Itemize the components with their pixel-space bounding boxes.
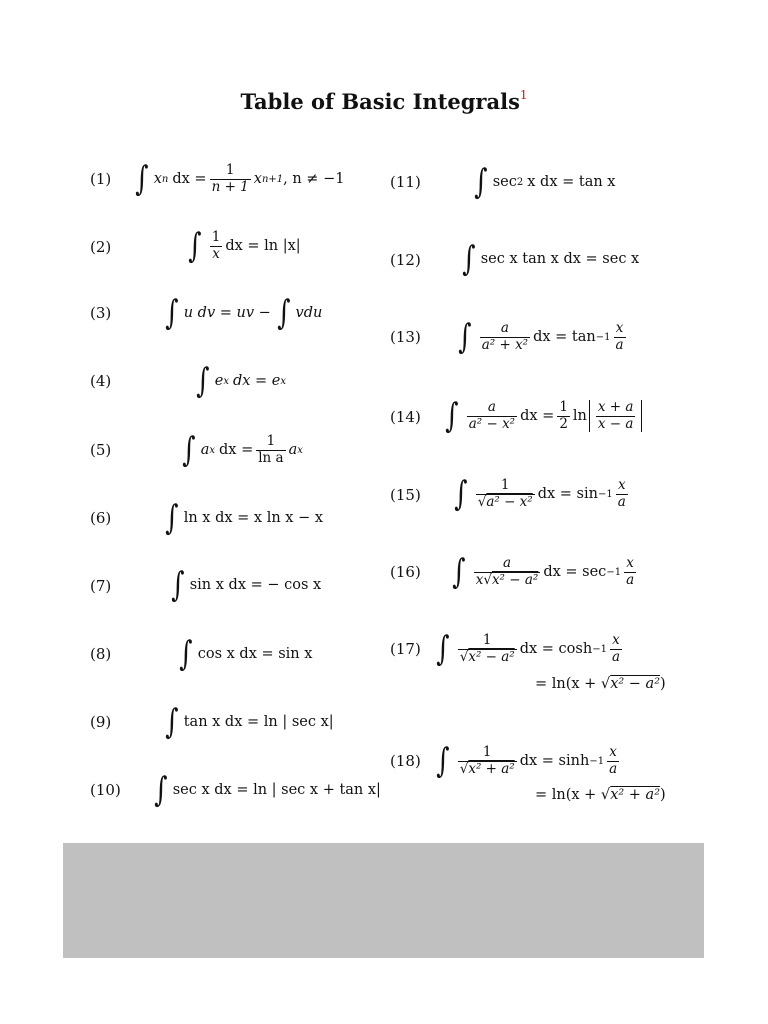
eq-number-15: (15) [390, 486, 421, 504]
formula-4: ∫ e x dx = e x [196, 361, 287, 401]
formula-10: ∫ sec x dx = ln | sec x + tan x| [154, 770, 381, 810]
eq-number-12: (12) [390, 251, 421, 269]
integral-sign: ∫ [135, 159, 149, 199]
fraction: $\frac{x}{a}$ [615, 319, 624, 353]
eq-number-7: (7) [90, 577, 112, 595]
formula-7: ∫ sin x dx = − cos x [171, 565, 322, 605]
fraction: $\frac{1}{x}$ [211, 228, 221, 262]
eq-number-14: (14) [390, 408, 421, 426]
fraction: $\frac{1}{n + 1}$ [211, 161, 249, 195]
fraction: $\frac{1}{2}$ [559, 398, 568, 432]
eq-number-9: (9) [90, 713, 112, 731]
eq-number-5: (5) [90, 441, 112, 459]
fraction: $\frac{1}{\text{√x² − a²}}$ [459, 631, 515, 665]
formula-14: ∫ $\frac{a}{\text{a² − x²}}$ dx = $\frac{1}{2}$ ln $\frac{x + a}{x - a}$ [443, 399, 644, 433]
formula-18-continuation: = ln(x + √x² + a²) [535, 787, 666, 803]
formula-17-continuation: = ln(x + √x² − a²) [535, 676, 666, 692]
eq-number-2: (2) [90, 238, 112, 256]
fraction: $\frac{x}{a}$ [609, 743, 618, 777]
gray-placeholder-box [63, 843, 704, 958]
absolute-value [589, 400, 643, 432]
eq-number-6: (6) [90, 509, 112, 527]
fraction: $\frac{x}{a}$ [611, 631, 620, 665]
formula-6: ∫ ln x dx = x ln x − x [165, 498, 324, 538]
fraction: $\frac{1}{\text{√x² + a²}}$ [459, 743, 515, 777]
formula-11: ∫ sec 2 x dx = tan x [474, 162, 616, 202]
page-title: Table of Basic Integrals$^1$ [240, 88, 528, 114]
formula-5: ∫ a x dx = $\frac{1}{\text{ln a}}$ a x [182, 430, 303, 470]
footnote-marker: 1 [519, 88, 528, 102]
formula-1: ∫ x n dx = $\frac{1}{n + 1}$ x n+1 , n ≠ −1 [135, 159, 345, 199]
eq-number-18: (18) [390, 752, 421, 770]
formula-2: ∫ $\frac{1}{x}$ dx = ln |x| [188, 226, 301, 266]
eq-number-11: (11) [390, 173, 421, 191]
formula-12: ∫ sec x tan x dx = sec x [462, 239, 640, 279]
fraction: $\frac{1}{\text{ln a}}$ [258, 432, 284, 466]
fraction: $\frac{a}{\text{a² + x²}}$ [481, 319, 529, 353]
fraction: $\frac{a}{\text{a² − x²}}$ [468, 398, 516, 432]
formula-16: ∫ $\frac{a}{\text{x√x² − a²}}$ dx = sec −1 $\frac{x}{a}$ [452, 552, 635, 592]
fraction: $\frac{x}{a}$ [626, 554, 635, 588]
eq-number-10: (10) [90, 781, 121, 799]
formula-17: ∫ $\frac{1}{\text{√x² − a²}}$ dx = cosh −1 $\frac{x}{a}$ [436, 629, 620, 669]
eq-number-17: (17) [390, 640, 421, 658]
fraction: $\frac{a}{\text{x√x² − a²}}$ [475, 554, 539, 588]
eq-number-16: (16) [390, 563, 421, 581]
fraction: $\frac{1}{\text{√a² − x²}}$ [477, 476, 533, 510]
formula-8: ∫ cos x dx = sin x [179, 634, 313, 674]
eq-number-3: (3) [90, 304, 112, 322]
formula-15: ∫ $\frac{1}{\text{√a² − x²}}$ dx = sin −1 $\frac{x}{a}$ [454, 474, 626, 514]
formula-18: ∫ $\frac{1}{\text{√x² + a²}}$ dx = sinh −1 $\frac{x}{a}$ [436, 741, 618, 781]
formula-13: ∫ $\frac{a}{\text{a² + x²}}$ dx = tan −1 $\frac{x}{a}$ [458, 317, 624, 357]
eq-number-8: (8) [90, 645, 112, 663]
formula-9: ∫ tan x dx = ln | sec x| [165, 702, 334, 742]
formula-3: ∫ u dv = uv − ∫ vdu [165, 293, 323, 333]
fraction: $\frac{x}{a}$ [617, 476, 626, 510]
fraction: $\frac{x + a}{x - a}$ [597, 398, 634, 432]
eq-number-1: (1) [90, 170, 112, 188]
eq-number-13: (13) [390, 328, 421, 346]
eq-number-4: (4) [90, 372, 112, 390]
